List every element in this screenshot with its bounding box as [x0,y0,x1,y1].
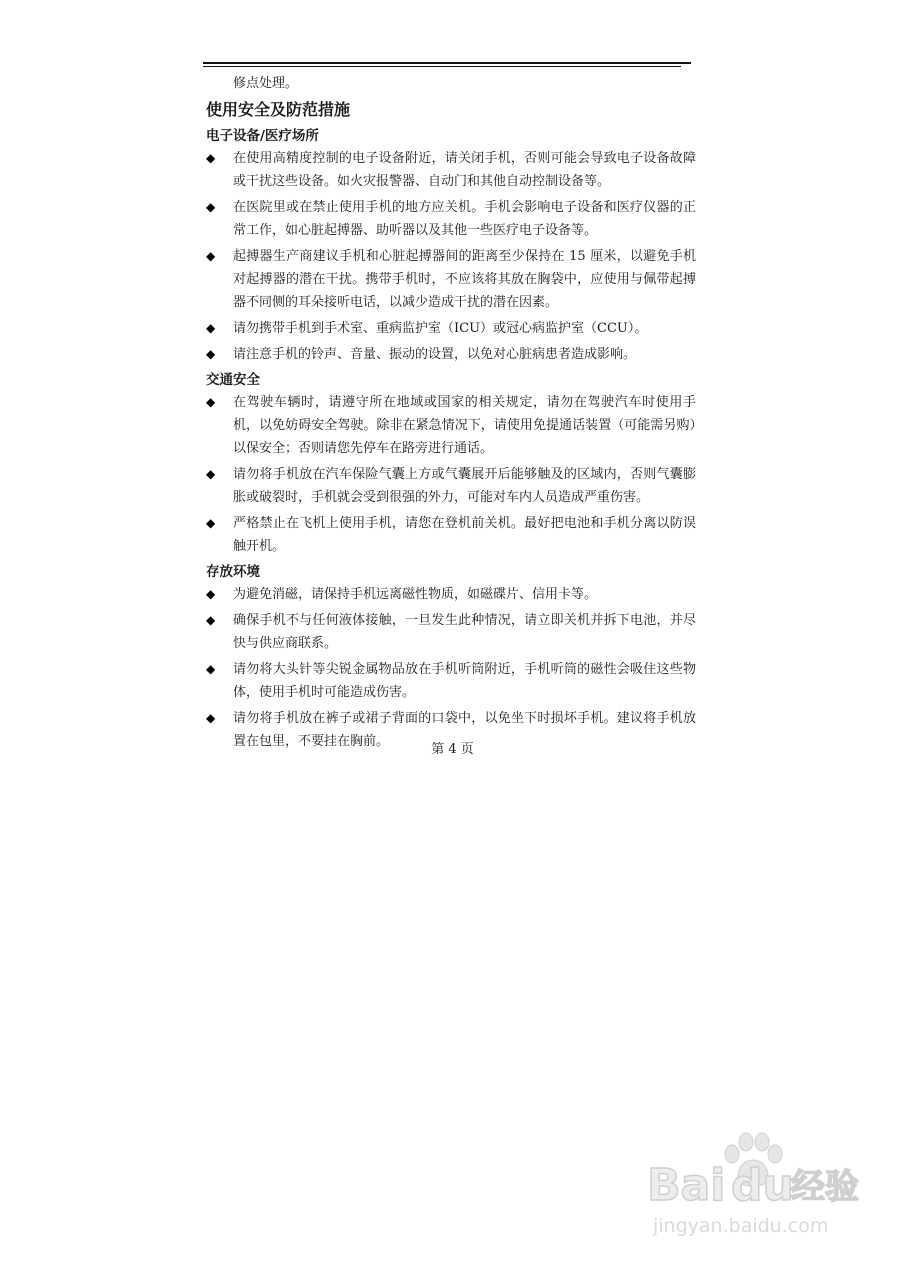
bullet-list [206,583,696,753]
list-item [206,463,696,509]
continuation-text: 修点处理。 [233,76,299,91]
list-item-text: 请勿将大头针等尖锐金属物品放在手机听筒附近，手机听筒的磁性会吸住这些物体，使用手机时可能造成伤害。 [233,662,696,700]
list-item [206,317,696,340]
section-traffic [206,370,696,558]
list-item-text: 请勿将手机放在汽车保险气囊上方或气囊展开后能够触及的区域内，否则气囊膨胀或破裂时，手机就会受到很强的外力，可能对车内人员造成严重伤害。 [233,467,696,505]
svg-text:du: du [731,1160,794,1211]
bullet-list [206,391,696,558]
diamond-bullet-icon: ◆ [206,662,216,676]
list-item [206,245,696,314]
list-item-text: 请勿携带手机到手术室、重病监护室（ICU）或冠心病监护室（CCU）。 [233,321,648,336]
diamond-bullet-icon: ◆ [206,613,216,627]
list-item-text: 确保手机不与任何液体接触，一旦发生此种情况，请立即关机并拆下电池，并尽快与供应商联系。 [233,613,696,651]
list-item [206,609,696,655]
diamond-bullet-icon: ◆ [206,587,216,601]
section-heading: 电子设备/医疗场所 [206,128,319,144]
list-item-text: 起搏器生产商建议手机和心脏起搏器间的距离至少保持在 15 厘米，以避免手机对起搏器的潜在干扰。携带手机时，不应该将其放在胸袋中，应使用与佩带起搏器不同侧的耳朵接听电话，以减少造成干扰的潜在因素。 [233,249,696,310]
list-item-text: 请注意手机的铃声、音量、振动的设置，以免对心脏病患者造成影响。 [233,347,637,362]
diamond-bullet-icon: ◆ [206,347,216,361]
section-heading: 交通安全 [206,372,260,388]
list-item [206,343,696,366]
diamond-bullet-icon: ◆ [206,395,216,409]
list-item-text: 在医院里或在禁止使用手机的地方应关机。手机会影响电子设备和医疗仪器的正常工作，如心脏起搏器、助听器以及其他一些医疗电子设备等。 [233,200,696,238]
section-medical [206,126,696,366]
list-item [206,658,696,704]
page-title: 使用安全及防范措施 [206,100,351,119]
diamond-bullet-icon: ◆ [206,200,216,214]
bullet-list [206,147,696,366]
list-item [206,147,696,193]
list-item-text: 严格禁止在飞机上使用手机，请您在登机前关机。最好把电池和手机分离以防误触开机。 [233,516,696,554]
diamond-bullet-icon: ◆ [206,151,216,165]
list-item [206,512,696,558]
list-item [206,196,696,242]
diamond-bullet-icon: ◆ [206,711,216,725]
svg-text:jingyan.baidu.com: jingyan.baidu.com [653,1215,829,1237]
baidu-jingyan-watermark [645,1148,875,1238]
list-item-text: 请勿将手机放在裤子或裙子背面的口袋中，以免坐下时损坏手机。建议将手机放置在包里，不要挂在胸前。 [233,711,696,749]
diamond-bullet-icon: ◆ [206,467,216,481]
header-rule-thin [203,66,681,67]
list-item-text: 在驾驶车辆时，请遵守所在地域或国家的相关规定，请勿在驾驶汽车时使用手机，以免妨碍安全驾驶。除非在紧急情况下，请使用免提通话装置（可能需另购）以保安全；否则请您先停车在路旁进行通话。 [233,395,696,456]
diamond-bullet-icon: ◆ [206,516,216,530]
list-item [206,391,696,460]
header-rule-thick [203,62,691,64]
svg-text:经验: 经验 [791,1167,859,1207]
section-heading: 存放环境 [206,564,260,580]
diamond-bullet-icon: ◆ [206,249,216,263]
page-number: 第 4 页 [431,742,474,757]
svg-text:Bai: Bai [647,1160,726,1211]
document-body [206,74,696,756]
list-item-text: 为避免消磁，请保持手机远离磁性物质，如磁碟片、信用卡等。 [233,587,598,602]
list-item [206,583,696,606]
diamond-bullet-icon: ◆ [206,321,216,335]
section-storage [206,562,696,753]
list-item-text: 在使用高精度控制的电子设备附近，请关闭手机，否则可能会导致电子设备故障或干扰这些设备。如火灾报警器、自动门和其他自动控制设备等。 [233,151,696,189]
